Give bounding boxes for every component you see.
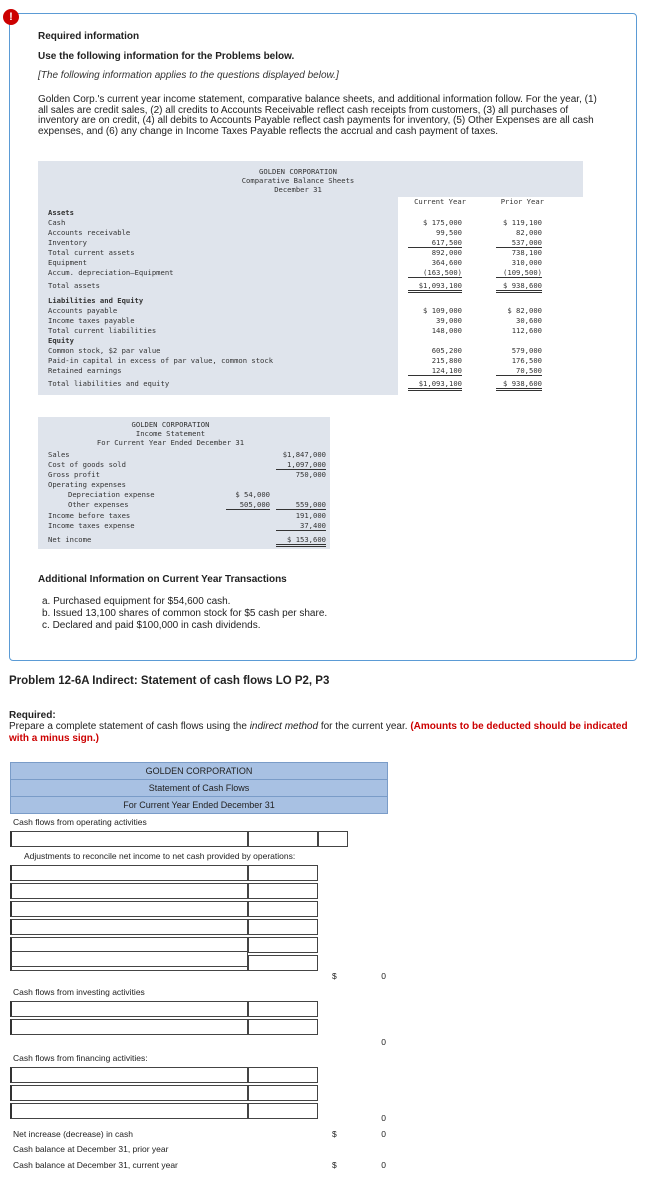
is-row-label: Operating expenses: [48, 480, 126, 489]
balance-sheet: [38, 161, 583, 395]
bs-col-current: Current Year: [414, 197, 466, 206]
bs-prior-value: 112,600: [511, 326, 542, 335]
financing-label-input[interactable]: [10, 1067, 248, 1083]
bs-row-label: Assets: [48, 208, 74, 217]
is-col-b-value: $1,847,000: [282, 450, 326, 459]
bs-date: December 31: [274, 185, 322, 194]
net-increase-value: 0: [381, 1129, 386, 1139]
bs-company: GOLDEN CORPORATION: [259, 167, 337, 176]
alert-icon: !: [3, 9, 19, 25]
financing-amount-input[interactable]: [248, 1085, 318, 1101]
bs-row-label: Equity: [48, 336, 74, 345]
cf-company: GOLDEN CORPORATION: [10, 762, 388, 780]
balance-sheet-header: [38, 161, 583, 197]
bs-row-label: Total current assets: [48, 248, 135, 257]
balance-prior-label: Cash balance at December 31, prior year: [13, 1144, 169, 1154]
bs-prior-value: 537,000: [496, 238, 542, 248]
bs-row-label: Accounts payable: [48, 306, 118, 315]
is-row-label: Income taxes expense: [48, 521, 135, 530]
adjustment-label-input[interactable]: [10, 901, 248, 917]
bs-prior-value: 738,100: [511, 248, 542, 257]
bs-cur-value: 215,800: [431, 356, 462, 365]
net-income-amount-input[interactable]: [248, 831, 318, 847]
bs-prior-value: $ 938,600: [496, 281, 542, 293]
additional-item-b: b. Issued 13,100 shares of common stock for $5 cash per share.: [42, 608, 328, 619]
investing-label: Cash flows from investing activities: [13, 987, 145, 997]
bs-prior-value: (109,500): [496, 268, 542, 278]
bs-cur-value: 39,000: [436, 316, 462, 325]
financing-amount-input[interactable]: [248, 1067, 318, 1083]
is-col-b-value: 1,097,000: [276, 460, 326, 470]
adjustment-label-input[interactable]: [10, 919, 248, 935]
financing-label: Cash flows from financing activities:: [13, 1053, 148, 1063]
investing-total: 0: [381, 1037, 386, 1047]
bs-row-label: Common stock, $2 par value: [48, 346, 161, 355]
bs-prior-value: $ 119,100: [503, 218, 542, 227]
financing-label-input[interactable]: [10, 1085, 248, 1101]
income-statement: [38, 417, 330, 549]
additional-item-a: a. Purchased equipment for $54,600 cash.: [42, 596, 231, 607]
bs-col-prior: Prior Year: [500, 197, 544, 206]
operating-dollar: $: [332, 971, 337, 981]
bs-row-label: Paid-in capital in excess of par value, common stock: [48, 356, 274, 365]
is-row-label: Gross profit: [48, 470, 100, 479]
net-income-label-input[interactable]: [10, 831, 248, 847]
bs-prior-value: $ 938,600: [496, 379, 542, 391]
adjustments-label: Adjustments to reconcile net income to net cash provided by operations:: [24, 851, 296, 861]
financing-total: 0: [381, 1113, 386, 1123]
bs-prior-value: 70,500: [496, 366, 542, 376]
bs-cur-value: $ 109,000: [423, 306, 462, 315]
investing-label-input[interactable]: [10, 1019, 248, 1035]
is-col-a-value: 505,000: [226, 500, 270, 510]
bs-prior-value: 30,600: [516, 316, 542, 325]
financing-amount-input[interactable]: [248, 1103, 318, 1119]
balance-current-label: Cash balance at December 31, current year: [13, 1160, 178, 1170]
investing-amount-input[interactable]: [248, 1019, 318, 1035]
bs-cur-value: 124,100: [408, 366, 462, 376]
adjustment-amount-input[interactable]: [248, 883, 318, 899]
bs-row-label: Cash: [48, 218, 66, 227]
operating-total: 0: [381, 971, 386, 981]
bs-cur-value: 99,500: [436, 228, 462, 237]
is-col-b-value: 559,000: [276, 500, 326, 510]
bs-row-label: Total liabilities and equity: [48, 379, 170, 388]
net-increase-dollar: $: [332, 1129, 337, 1139]
cf-title: Statement of Cash Flows: [10, 779, 388, 797]
additional-info-list: [42, 596, 327, 632]
operating-label: Cash flows from operating activities: [13, 817, 147, 827]
bs-row-label: Total current liabilities: [48, 326, 157, 335]
is-row-label: Sales: [48, 450, 70, 459]
additional-info-title: Additional Information on Current Year Transactions: [38, 574, 287, 585]
is-row-label: Cost of goods sold: [48, 460, 126, 469]
is-col-b-value: $ 153,600: [276, 535, 326, 547]
bs-row-label: Income taxes payable: [48, 316, 135, 325]
is-col-b-value: 37,400: [276, 521, 326, 531]
intro-paragraph: Golden Corp.'s current year income statement, comparative balance sheets, and additional information follow. For the year, (1) all sales are credit sales, (2) all credits to Accounts Receivable reflect cash receipts from customers, (3) all purchases of inventory are on credit, (4) all debits to Accounts Payable reflect cash payments for inventory, (5) Other Expenses are all cash expenses, and (6) any change in Income Taxes Payable reflects the accrual and cash payment of taxes.: [38, 94, 597, 137]
bs-cur-value: 148,000: [431, 326, 462, 335]
required-text: Prepare a complete statement of cash flows using the indirect method for the current year. (Amounts to be deducted should be indicated with a minus sign.): [9, 721, 628, 744]
investing-amount-input[interactable]: [248, 1001, 318, 1017]
bs-title: Comparative Balance Sheets: [241, 176, 355, 185]
adjustment-amount-input[interactable]: [248, 955, 318, 971]
net-income-total-input[interactable]: [318, 831, 348, 847]
bs-cur-value: $1,093,100: [408, 281, 462, 293]
adjustment-amount-input[interactable]: [248, 865, 318, 881]
problem-title: Problem 12-6A Indirect: Statement of cash flows LO P2, P3: [9, 675, 330, 687]
bs-cur-value: 617,500: [408, 238, 462, 248]
info-title: Required information: [38, 31, 140, 42]
bs-prior-value: 579,000: [511, 346, 542, 355]
adjustment-amount-input[interactable]: [248, 901, 318, 917]
net-increase-label: Net increase (decrease) in cash: [13, 1129, 134, 1139]
financing-label-input[interactable]: [10, 1103, 248, 1119]
adjustment-amount-input[interactable]: [248, 937, 318, 953]
is-col-b-value: 191,000: [295, 511, 326, 520]
is-row-label: Depreciation expense: [68, 490, 155, 499]
bs-row-label: Inventory: [48, 238, 87, 247]
is-col-a-value: $ 54,000: [235, 490, 270, 499]
is-row-label: Income before taxes: [48, 511, 131, 520]
adjustment-label-input[interactable]: [10, 865, 248, 881]
bs-row-label: Accounts receivable: [48, 228, 131, 237]
bs-row-label: Retained earnings: [48, 366, 122, 375]
bs-cur-value: $ 175,000: [423, 218, 462, 227]
bs-cur-value: 364,600: [431, 258, 462, 267]
adjustment-amount-input[interactable]: [248, 919, 318, 935]
bs-cur-value: $1,093,100: [408, 379, 462, 391]
is-company: GOLDEN CORPORATION: [131, 420, 210, 429]
is-period: For Current Year Ended December 31: [96, 438, 245, 447]
bs-prior-value: 176,500: [511, 356, 542, 365]
bs-row-label: Total assets: [48, 281, 100, 290]
adjustment-label-input[interactable]: [10, 883, 248, 899]
bs-row-label: Accum. depreciation–Equipment: [48, 268, 174, 277]
balance-current-value: 0: [381, 1160, 386, 1170]
bs-row-label: Equipment: [48, 258, 87, 267]
is-title: Income Statement: [135, 429, 206, 438]
bs-cur-value: (163,500): [408, 268, 462, 278]
bs-prior-value: $ 82,000: [507, 306, 542, 315]
bs-row-label: Liabilities and Equity: [48, 296, 144, 305]
balance-current-dollar: $: [332, 1160, 337, 1170]
bs-prior-value: 310,000: [511, 258, 542, 267]
bs-cur-value: 892,000: [431, 248, 462, 257]
bs-cur-value: 605,200: [431, 346, 462, 355]
info-note: [The following information applies to the questions displayed below.]: [38, 70, 339, 81]
investing-label-input[interactable]: [10, 1001, 248, 1017]
is-row-label: Net income: [48, 535, 92, 544]
operating-total-label-input[interactable]: [10, 951, 248, 967]
is-col-b-value: 750,000: [295, 470, 326, 479]
is-row-label: Other expenses: [68, 500, 129, 509]
use-following-heading: Use the following information for the Problems below.: [38, 51, 295, 62]
bs-prior-value: 82,000: [516, 228, 542, 237]
cf-period: For Current Year Ended December 31: [10, 796, 388, 814]
additional-item-c: c. Declared and paid $100,000 in cash dividends.: [42, 620, 261, 631]
required-label: Required:: [9, 710, 56, 721]
